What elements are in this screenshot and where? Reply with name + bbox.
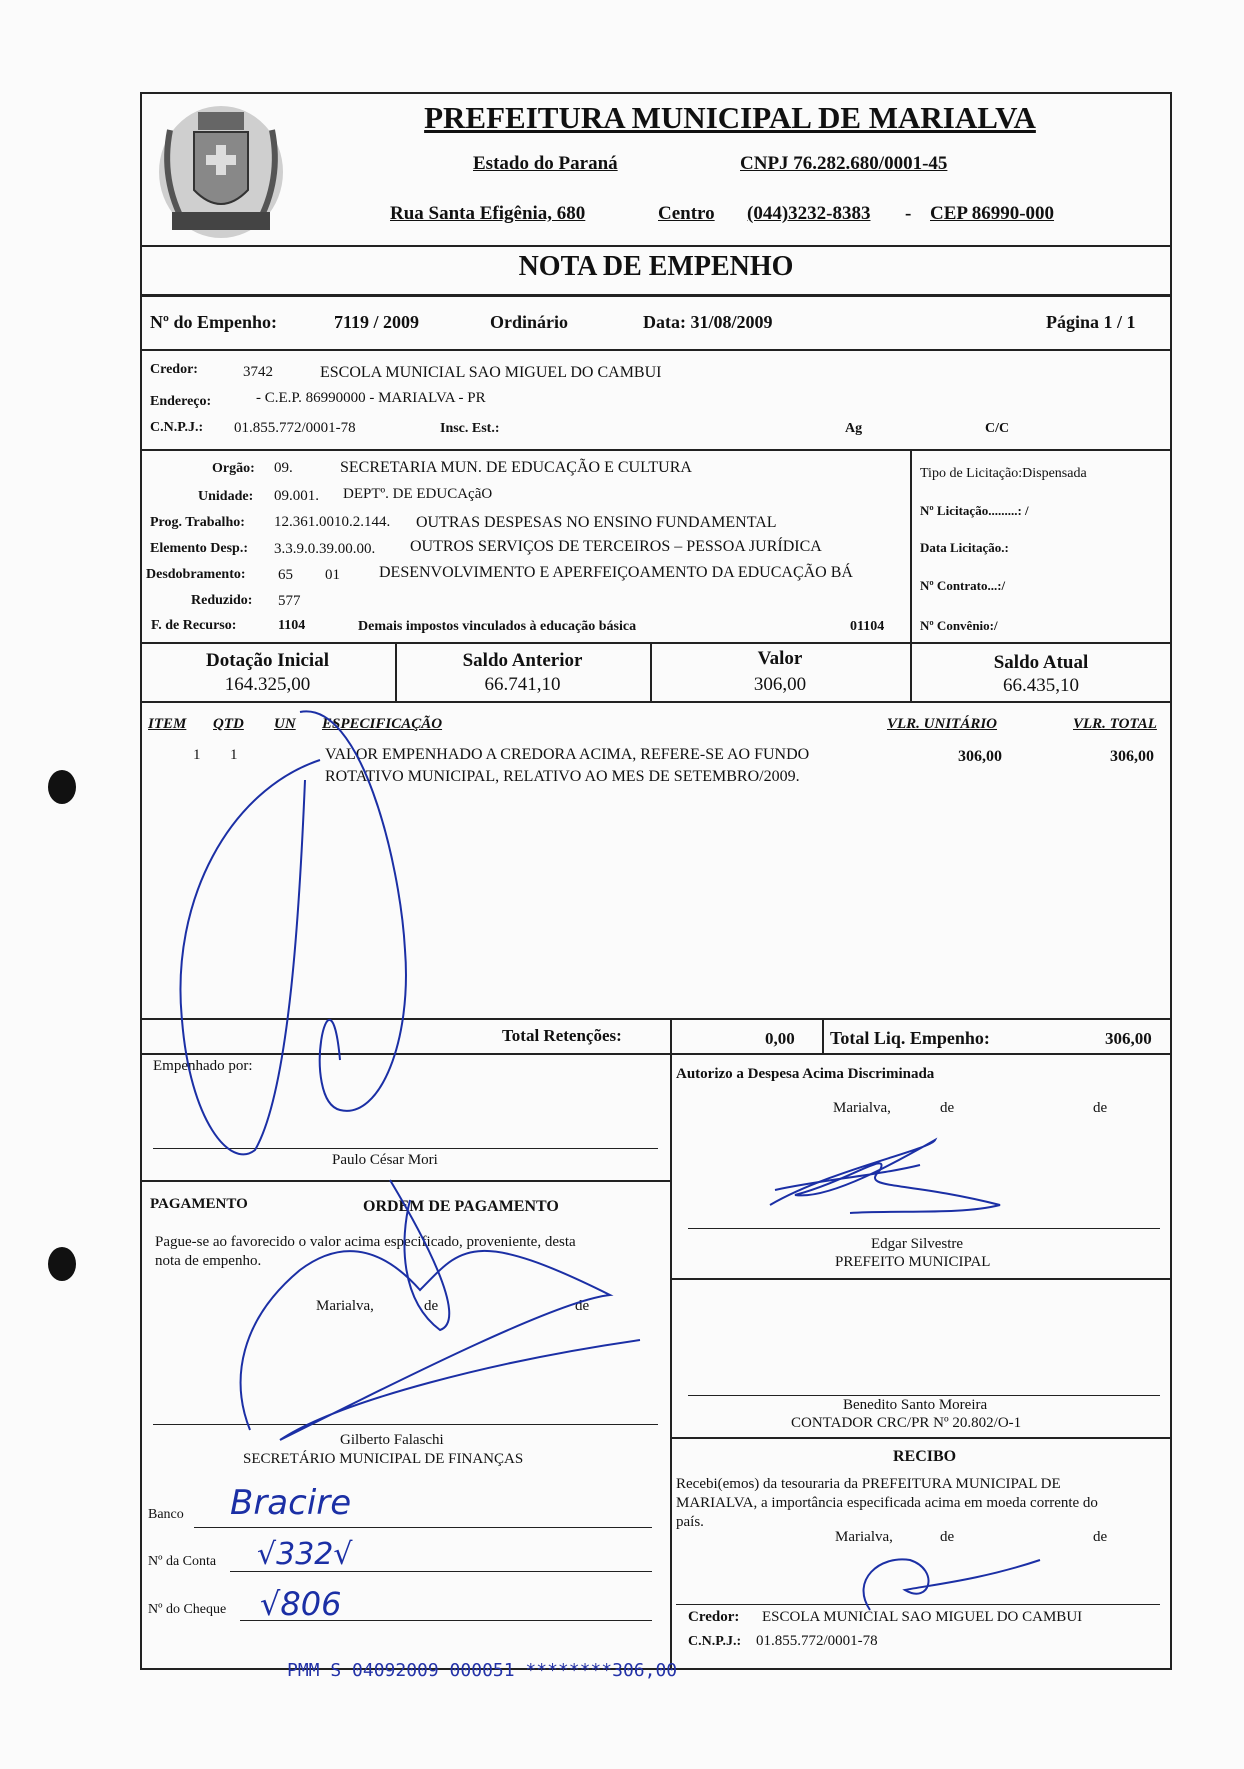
numero-convenio: Nº Convênio:/ (920, 618, 998, 633)
recibo-text1: Recebi(emos) da tesouraria da PREFEITURA MUNICIPAL DE (676, 1476, 1061, 1492)
empenho-page: Página 1 / 1 (1046, 312, 1136, 332)
credor-name: ESCOLA MUNICIAL SAO MIGUEL DO CAMBUI (320, 364, 662, 381)
prefeito-name: Edgar Silvestre (871, 1236, 964, 1252)
elemento-name: OUTROS SERVIÇOS DE TERCEIROS – PESSOA JURÍDICA (410, 538, 822, 555)
empenhado-label: Empenhado por: (153, 1058, 253, 1074)
financas-role: SECRETÁRIO MUNICIPAL DE FINANÇAS (243, 1451, 524, 1467)
address-street: Rua Santa Efigênia, 680 (390, 203, 586, 224)
desdobramento-code2: 01 (325, 567, 340, 583)
banco-label: Banco (148, 1507, 184, 1522)
pagamento-de1: de (424, 1298, 439, 1314)
empenho-number: 7119 / 2009 (334, 312, 420, 332)
recibo-text3: país. (676, 1514, 704, 1530)
elemento-label: Elemento Desp.: (150, 541, 248, 556)
orgao-label: Orgão: (212, 461, 255, 476)
pagamento-text1: Pague-se ao favorecido o valor acima especificado, proveniente, desta (155, 1234, 576, 1250)
credor-code: 3742 (243, 364, 273, 380)
item-unit-price: 306,00 (958, 748, 1002, 765)
item-total-price: 306,00 (1110, 748, 1154, 765)
cc-label: C/C (985, 421, 1010, 436)
saldo-anterior-label: Saldo Anterior (462, 650, 583, 671)
desdobramento-label: Desdobramento: (146, 567, 246, 582)
punch-hole-bottom (48, 1247, 76, 1281)
cnpj-header: CNPJ 76.282.680/0001-45 (740, 153, 948, 174)
conta-label: Nº da Conta (148, 1554, 217, 1569)
ag-label: Ag (845, 421, 863, 436)
reduzido-label: Reduzido: (191, 593, 253, 608)
pagamento-city: Marialva, (316, 1298, 374, 1314)
elemento-code: 3.3.9.0.39.00.00. (274, 541, 376, 557)
prog-name: OUTRAS DESPESAS NO ENSINO FUNDAMENTAL (416, 514, 777, 531)
address-phone: (044)3232-8383 (747, 203, 871, 224)
spec-header: ESPECIFICAÇÃO (322, 716, 443, 732)
unit-price-header: VLR. UNITÁRIO (887, 716, 998, 732)
valor-label: Valor (757, 648, 803, 669)
orgao-code: 09. (274, 460, 293, 476)
prog-code: 12.361.0010.2.144. (274, 514, 391, 530)
address-district: Centro (658, 203, 715, 224)
total-liq-value: 306,00 (1105, 1029, 1152, 1048)
endereco-label: Endereço: (150, 394, 212, 409)
recibo-cnpj: 01.855.772/0001-78 (756, 1633, 878, 1649)
credor-label: Credor: (150, 362, 198, 377)
un-header: UN (274, 716, 296, 732)
item-spec-line1: VALOR EMPENHADO A CREDORA ACIMA, REFERE-SE AO FUNDO (325, 746, 810, 763)
saldo-atual-value: 66.435,10 (1003, 675, 1079, 696)
retencoes-label: Total Retenções: (502, 1026, 622, 1045)
pagamento-de2: de (575, 1298, 590, 1314)
recibo-credor-label: Credor: (688, 1609, 740, 1625)
tipo-licitacao: Tipo de Licitação:Dispensada (920, 466, 1087, 481)
unidade-label: Unidade: (198, 489, 254, 504)
reduzido-code: 577 (278, 593, 301, 609)
fonte-code2: 01104 (850, 619, 885, 634)
recibo-de1: de (940, 1529, 955, 1545)
endereco-value: - C.E.P. 86990000 - MARIALVA - PR (256, 390, 486, 406)
orgao-name: SECRETARIA MUN. DE EDUCAÇÃO E CULTURA (340, 459, 692, 476)
item-header: ITEM (148, 716, 187, 732)
conta-value: √332√ (257, 1537, 353, 1572)
autorizo-city: Marialva, (833, 1100, 891, 1116)
financas-signer: Gilberto Falaschi (340, 1432, 444, 1448)
contador-name: Benedito Santo Moreira (843, 1397, 988, 1413)
dotacao-label: Dotação Inicial (206, 650, 329, 671)
prefeitura-title: PREFEITURA MUNICIPAL DE MARIALVA (424, 100, 1036, 135)
empenhado-name: Paulo César Mori (332, 1152, 438, 1168)
banco-value: Bracire (230, 1483, 352, 1523)
fonte-code: 1104 (278, 618, 306, 633)
recibo-cnpj-label: C.N.P.J.: (688, 1634, 742, 1649)
data-licitacao: Data Licitação.: (920, 540, 1009, 555)
item-qtd: 1 (230, 747, 238, 763)
item-spec-line2: ROTATIVO MUNICIPAL, RELATIVO AO MES DE SETEMBRO/2009. (325, 768, 800, 785)
payment-stamp: PMM S 04092009 000051 ********306,00 (287, 1660, 678, 1681)
address-cep: CEP 86990-000 (930, 203, 1055, 224)
recibo-title: RECIBO (893, 1448, 957, 1465)
state-name: Estado do Paraná (473, 153, 618, 174)
autorizo-de1: de (940, 1100, 955, 1116)
total-price-header: VLR. TOTAL (1073, 716, 1157, 732)
item-number: 1 (193, 747, 201, 763)
empenho-type: Ordinário (490, 312, 569, 332)
credor-cnpj-label: C.N.P.J.: (150, 420, 204, 435)
prefeito-role: PREFEITO MUNICIPAL (835, 1254, 991, 1270)
desdobramento-name: DESENVOLVIMENTO E APERFEIÇOAMENTO DA EDUCAÇÃO BÁ (379, 564, 853, 581)
numero-licitacao: Nº Licitação.........: / (920, 503, 1029, 518)
unidade-code: 09.001. (274, 488, 319, 504)
recibo-text2: MARIALVA, a importância especificada acima em moeda corrente do (676, 1495, 1098, 1511)
empenho-number-label: Nº do Empenho: (150, 312, 277, 332)
coat-of-arms-logo (150, 100, 292, 245)
saldo-atual-label: Saldo Atual (993, 652, 1089, 673)
valor-value: 306,00 (753, 674, 807, 695)
recibo-credor: ESCOLA MUNICIAL SAO MIGUEL DO CAMBUI (762, 1609, 1083, 1625)
address-dash: - (905, 203, 912, 224)
cheque-value: √806 (260, 1585, 342, 1623)
fonte-name: Demais impostos vinculados à educação básica (358, 619, 637, 634)
cheque-label: Nº do Cheque (148, 1602, 227, 1617)
saldo-anterior-value: 66.741,10 (484, 674, 561, 695)
punch-hole-top (48, 770, 76, 804)
document-title: NOTA DE EMPENHO (518, 251, 794, 282)
contador-role: CONTADOR CRC/PR Nº 20.802/O-1 (791, 1415, 1022, 1431)
pagamento-text2: nota de empenho. (155, 1253, 262, 1269)
empenho-date: Data: 31/08/2009 (643, 312, 773, 332)
insc-est-label: Insc. Est.: (440, 421, 500, 436)
recibo-de2: de (1093, 1529, 1108, 1545)
pagamento-label: PAGAMENTO (150, 1196, 248, 1212)
fonte-label: F. de Recurso: (151, 618, 237, 633)
total-liq-label: Total Liq. Empenho: (830, 1028, 990, 1048)
credor-cnpj: 01.855.772/0001-78 (234, 420, 356, 436)
prog-label: Prog. Trabalho: (150, 515, 245, 530)
unidade-name: DEPTº. DE EDUCAçãO (343, 486, 493, 502)
desdobramento-code1: 65 (278, 567, 293, 583)
autorizo-text: Autorizo a Despesa Acima Discriminada (676, 1066, 935, 1082)
autorizo-de2: de (1093, 1100, 1108, 1116)
ordem-pagamento-label: ORDEM DE PAGAMENTO (363, 1198, 559, 1215)
qtd-header: QTD (213, 716, 244, 732)
dotacao-value: 164.325,00 (224, 674, 311, 695)
numero-contrato: Nº Contrato...:/ (920, 578, 1006, 593)
recibo-city: Marialva, (835, 1529, 893, 1545)
retencoes-value: 0,00 (765, 1029, 795, 1048)
